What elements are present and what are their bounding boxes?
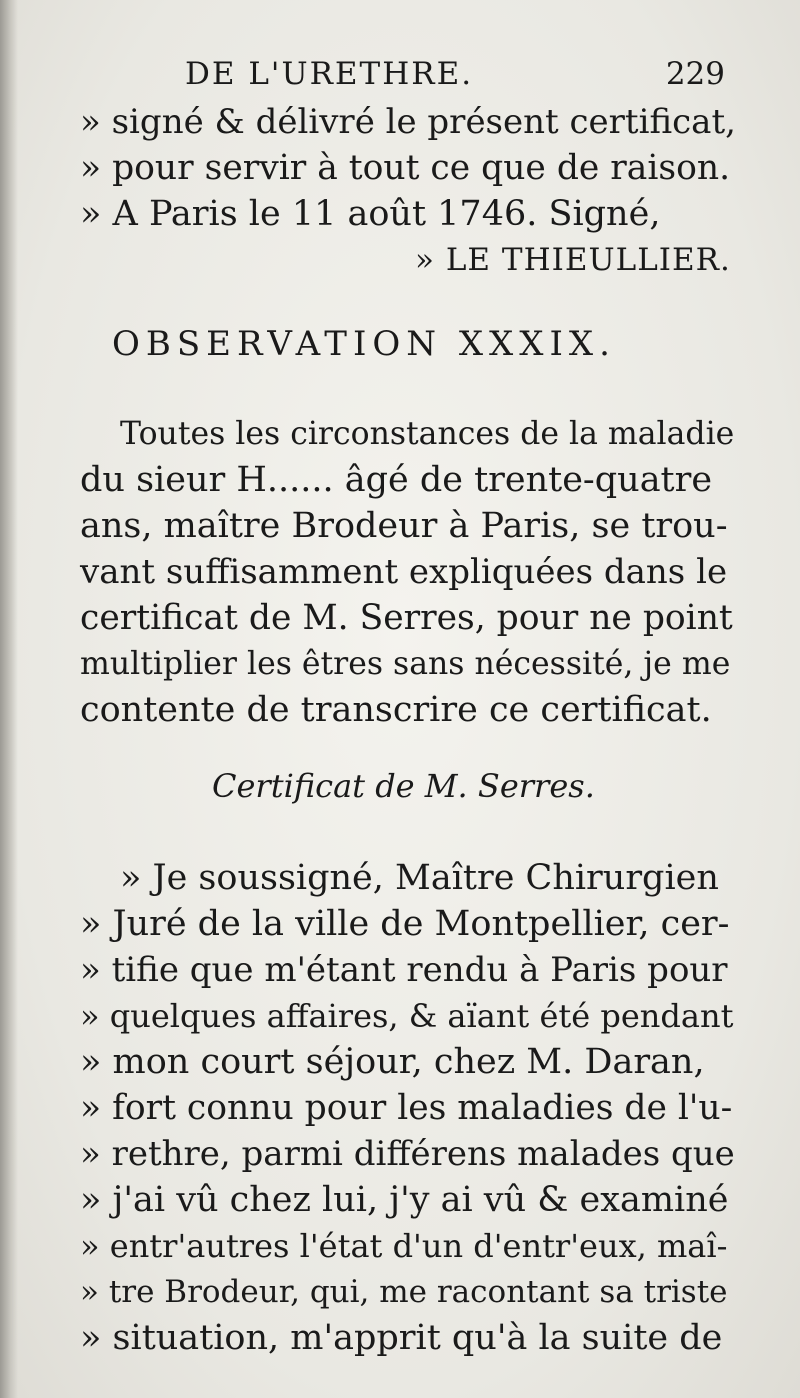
paragraph-line: contente de transcrire ce certificat. [80, 690, 712, 730]
paragraph-line: vant suffisamment expliquées dans le [80, 552, 728, 592]
paragraph-line: du sieur H...... âgé de trente-quatre [80, 460, 713, 500]
certificate-line: » tre Brodeur, qui, me racontant sa triste [80, 1274, 728, 1310]
certificate-line: » entr'autres l'état d'un d'entr'eux, maî- [80, 1227, 728, 1265]
certificate-line: » rethre, parmi différens malades que [80, 1134, 735, 1174]
certificate-line: » quelques affaires, & aïant été pendant [80, 997, 734, 1035]
text-line: » pour servir à tout ce que de raison. [80, 148, 731, 188]
certificate-line: » mon court séjour, chez M. Daran, [80, 1042, 705, 1082]
page-number: 229 [665, 56, 725, 92]
text-line: » signé & délivré le présent certificat, [80, 102, 736, 142]
certificate-line: » j'ai vû chez lui, j'y ai vû & examiné [80, 1180, 729, 1220]
paragraph-line: Toutes les circonstances de la maladie [120, 416, 735, 452]
certificate-line: » tifie que m'étant rendu à Paris pour [80, 950, 728, 990]
paragraph-line: ans, maître Brodeur à Paris, se trou- [80, 506, 728, 546]
certificate-line: » fort connu pour les maladies de l'u- [80, 1088, 733, 1128]
observation-title: OBSERVATION XXXIX. [112, 324, 616, 364]
page-gutter-shadow [0, 0, 18, 1398]
paragraph-line: certificat de M. Serres, pour ne point [80, 598, 733, 638]
certificate-title: Certificat de M. Serres. [212, 767, 595, 805]
running-header [185, 52, 725, 96]
running-title: DE L'URETHRE. [185, 56, 474, 92]
certificate-line: » Je soussigné, Maître Chirurgien [120, 858, 719, 898]
text-line: » A Paris le 11 août 1746. Signé, [80, 194, 661, 234]
paragraph-line: multiplier les êtres sans nécessité, je me [80, 646, 731, 682]
certificate-line: » Juré de la ville de Montpellier, cer- [80, 904, 730, 944]
signature-line: » LE THIEULLIER. [415, 242, 731, 278]
certificate-line: » situation, m'apprit qu'à la suite de [80, 1318, 723, 1358]
